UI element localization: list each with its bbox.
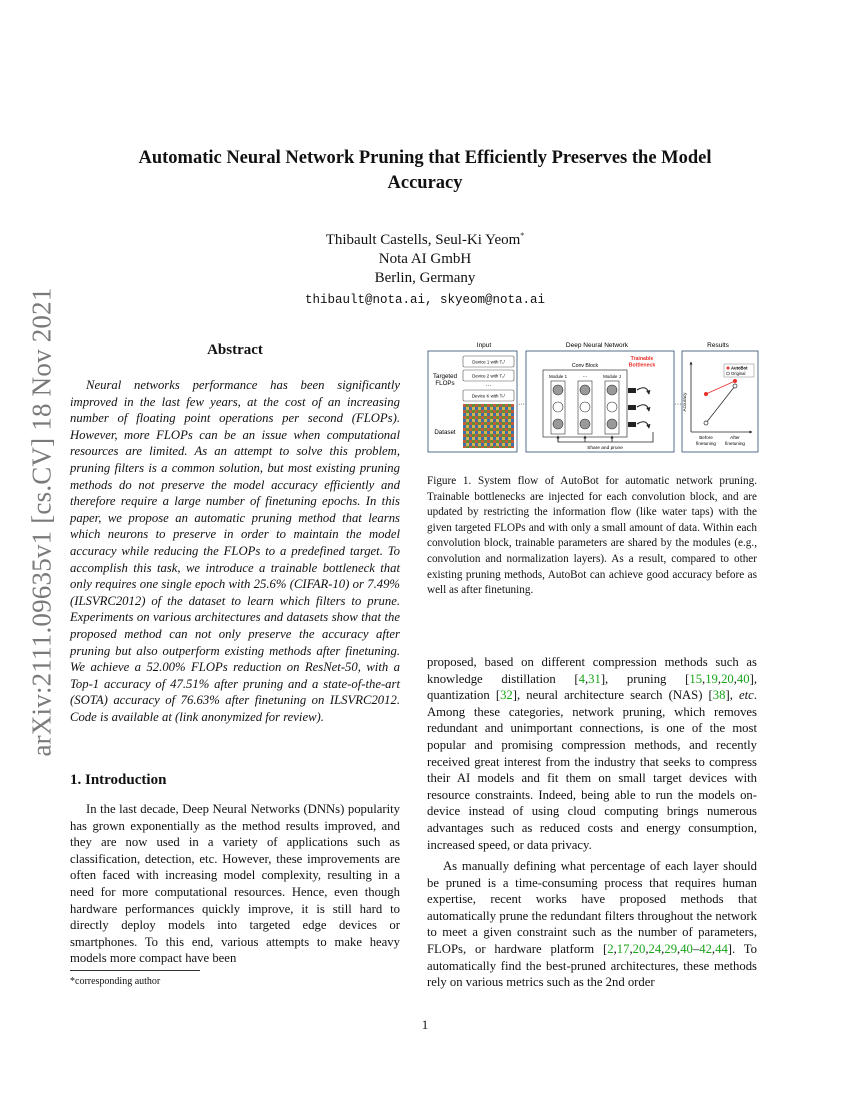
fig-legend-original: Original (731, 371, 746, 376)
fig-neuron (580, 385, 590, 395)
location: Berlin, Germany (374, 270, 476, 286)
citation-link[interactable]: 44 (715, 941, 728, 956)
text-run: ], pruning [ (600, 671, 690, 686)
citation-link[interactable]: 38 (712, 688, 726, 703)
arxiv-stamp-text: arXiv:2111.09635v1 [cs.CV] 18 Nov 2021 (26, 287, 57, 757)
automatic-pruning-paragraph: As manually defining what percentage of each layer should be pruned is a time-consuming process that requires human expertise, recent works have proposed methods that automatically prune the redundant filters throughout the network to meet a given constraint such as the number of parameters, FLOPs, or hardware platform [2,17,20,24,29,40–42,44]. To automatically find the best-pruned architectures, these methods rely on various metrics such as the 2nd order (427, 859, 758, 990)
fig-original-after (733, 384, 737, 388)
author-emails: thibault@nota.ai, skyeom@nota.ai (304, 293, 546, 307)
fig-original-before (704, 421, 708, 425)
title-line-1: Automatic Neural Network Pruning that Efficiently Preserves the Model (138, 148, 712, 168)
fig-neuron (553, 419, 563, 429)
fig-dots-left: ··· (518, 401, 525, 408)
fig-dataset-images (463, 404, 514, 448)
fig-autobot-after (733, 379, 737, 383)
fig-targeted-label: Targeted (432, 373, 458, 380)
fig-share-label: Share and prune (587, 446, 623, 451)
citation-link[interactable]: 4 (578, 671, 585, 686)
fig-dots-right: ··· (674, 401, 682, 408)
citation-link[interactable]: 40 (680, 941, 693, 956)
fig-neuron (580, 402, 590, 412)
citation-link[interactable]: 31 (588, 671, 601, 686)
footnote: *corresponding author (70, 976, 161, 987)
fig-after-label: After (730, 435, 740, 440)
author-names: Thibault Castells, Seul-Ki Yeom (325, 232, 521, 248)
fig-before-finetuning-label: finetuning (696, 441, 716, 446)
text-run: As manually defining what percentage of each layer should be pruned is a time-consuming process that requires human expertise, recent works have proposed methods that automatically prune the redundant filters throughout the network to meet a given constraint such as the number of parameters, FLOPs, or hardware platform [ (427, 859, 757, 956)
fig-before-label: Before (699, 435, 713, 440)
fig-module-j-label: Module J (603, 374, 621, 379)
fig-neuron (553, 385, 563, 395)
fig-module-1-label: Module 1 (548, 374, 568, 379)
corresponding-mark: * (520, 231, 525, 240)
author-names-line (160, 226, 690, 250)
intro-continued-paragraph: proposed, based on different compression methods such as knowledge distillation [4,31], pruning [15,19,20,40], quantization [32], neural architecture search (NAS) [38], etc. Among these categories, network pruning, which removes redundant and unimportant connections, is one of the most popular and promising compression methods, and recently received great interest from the industry that seeks to compress their AI models and fit them on small target devices with resource constraints. Indeed, being able to run the models on-device instead of using cloud computing brings numerous advantages such as reduced costs and energy consumption, increased speed, or data privacy. (427, 655, 758, 852)
text-run: ], neural architecture search (NAS) [ (512, 688, 713, 703)
intro-body: In the last decade, Deep Neural Networks (DNNs) popularity has grown exponentially as the method results improved, and they are now used in a variety of applications such as classification, detection, etc. However, these improvements are often faced with increasing model complexity, resulting in a need for more computational resources. Hence, even though hardware performances quickly improve, it is still hard to directly deploy models into targeted edge devices or smartphones. To this end, various attempts to make heavy models more compact have been (70, 802, 400, 966)
fig-legend-autobot-marker (727, 367, 730, 370)
footnote-rule (70, 970, 200, 971)
abstract-body: Neural networks performance has been significantly improved in the last few years, at the cost of an increasing number of floating point operations per second (FLOPs). However, more FLOPs can be an issue when computational resources are limited. As an attempt to solve this problem, pruning filters is a common solution, but most existing pruning methods do not preserve the model accuracy efficiently and therefore require a large number of finetuning epochs. In this paper, we propose an automatic pruning method that learns which neurons to preserve in order to maintain the model accuracy while reducing the FLOPs to a predefined target. To accomplish this task, we introduce a trainable bottleneck that only requires one single epoch with 25.6% (CIFAR-10) or 7.49% (ILSVRC2012) of the dataset to learn which filters to prune. Experiments on various architectures and datasets show that the proposed method can not only preserve the accuracy after pruning but also outperform existing methods after finetuning. We achieve a 52.00% FLOPs reduction on ResNet-50, with a Top-1 accuracy of 47.51% after pruning and a state-of-the-art (SOTA) accuracy of 76.63% after finetuning on ILSVRC2012. Code is available at (link anonymized for review). (70, 378, 400, 724)
title-line-2: Accuracy (387, 173, 463, 193)
text-run: ]. To automatically find the best-pruned architectures, these methods rely on various metrics such as the 2nd order (427, 941, 758, 990)
fig-results-label: Results (707, 342, 729, 349)
fig-neuron (553, 402, 563, 412)
figure-1-caption: Figure 1. System flow of AutoBot for automatic network pruning. Trainable bottlenecks are injected for each convolution block, and are updated by restricting the information flow (like water taps) with the given targeted FLOPs and with only a small amount of data. Within each convolution block, trainable parameters are shared by the modules (e.g., convolution and normalization layers). As a result, compared to other existing pruning methods, AutoBot can achieve good accuracy before as well as after finetuning. (427, 475, 757, 597)
citation-link[interactable]: 20 (632, 941, 646, 956)
fig-module-dots: ··· (582, 374, 588, 380)
citation-link[interactable]: 40 (736, 671, 750, 686)
fig-device-ellipsis: ··· (485, 383, 492, 389)
citation-link[interactable]: 24 (648, 941, 662, 956)
fig-device-k-label: Device K with Tₖᶠ (471, 393, 506, 399)
fig-flops-label: FLOPs (435, 380, 455, 387)
fig-device-1-label: Device 1 with T₁ᶠ (472, 359, 505, 365)
fig-legend-original-marker (727, 372, 730, 375)
citation-link[interactable]: 15 (689, 671, 703, 686)
abstract-heading (70, 341, 400, 359)
fig-neuron (607, 385, 617, 395)
citation-link[interactable]: 32 (500, 688, 513, 703)
text-run: . Among these categories, network pruning, which removes redundant and unimportant connections, is one of the most popular and promising compression methods, and recently received great interest from the industry that seeks to compress their AI models and fit them on small target devices with resource constraints. Indeed, being able to run the models on-device instead of using cloud computing brings numerous advantages such as reduced costs and energy consumption, increased speed, or data privacy. (427, 688, 757, 852)
fig-dnn-label: Deep Neural Network (565, 342, 629, 349)
paper-title (90, 146, 760, 196)
arxiv-stamp (22, 287, 62, 757)
intro-heading: 1. Introduction (70, 772, 167, 788)
author-block (160, 226, 690, 310)
fig-autobot-before (704, 392, 708, 396)
fig-dataset-label: Dataset (434, 429, 456, 436)
fig-trainable-label: Trainable (630, 356, 654, 362)
fig-device-2-label: Device 2 with T₂ᶠ (472, 373, 505, 379)
text-run: ], quantization [ (427, 671, 758, 703)
figure-1-diagram (427, 338, 759, 454)
affiliation: Nota AI GmbH (378, 251, 472, 267)
fig-legend-autobot: AutoBot (731, 365, 748, 371)
fig-accuracy-axis-label: Accuracy (682, 392, 687, 412)
citation-link[interactable]: 2 (607, 941, 614, 956)
fig-conv-block-label: Conv Block (571, 363, 599, 369)
fig-bottleneck-label: Bottleneck (628, 362, 656, 369)
citation-link[interactable]: 17 (616, 941, 630, 956)
fig-neuron (607, 402, 617, 412)
text-run: ], (725, 688, 740, 703)
citation-link[interactable]: 20 (721, 671, 734, 686)
citation-link[interactable]: 42 (699, 941, 712, 956)
fig-after-finetuning-label: finetuning (725, 441, 745, 446)
citation-link[interactable]: 29 (664, 941, 678, 956)
abstract-heading-text: Abstract (207, 342, 263, 358)
fig-input-label: Input (476, 342, 492, 349)
text-run: proposed, based on different compression methods such as knowledge distillation [ (427, 655, 757, 686)
fig-neuron (580, 419, 590, 429)
fig-neuron (607, 419, 617, 429)
page-number: 1 (421, 1017, 429, 1032)
text-run-italic: etc (739, 688, 754, 703)
citation-link[interactable]: 19 (705, 671, 718, 686)
